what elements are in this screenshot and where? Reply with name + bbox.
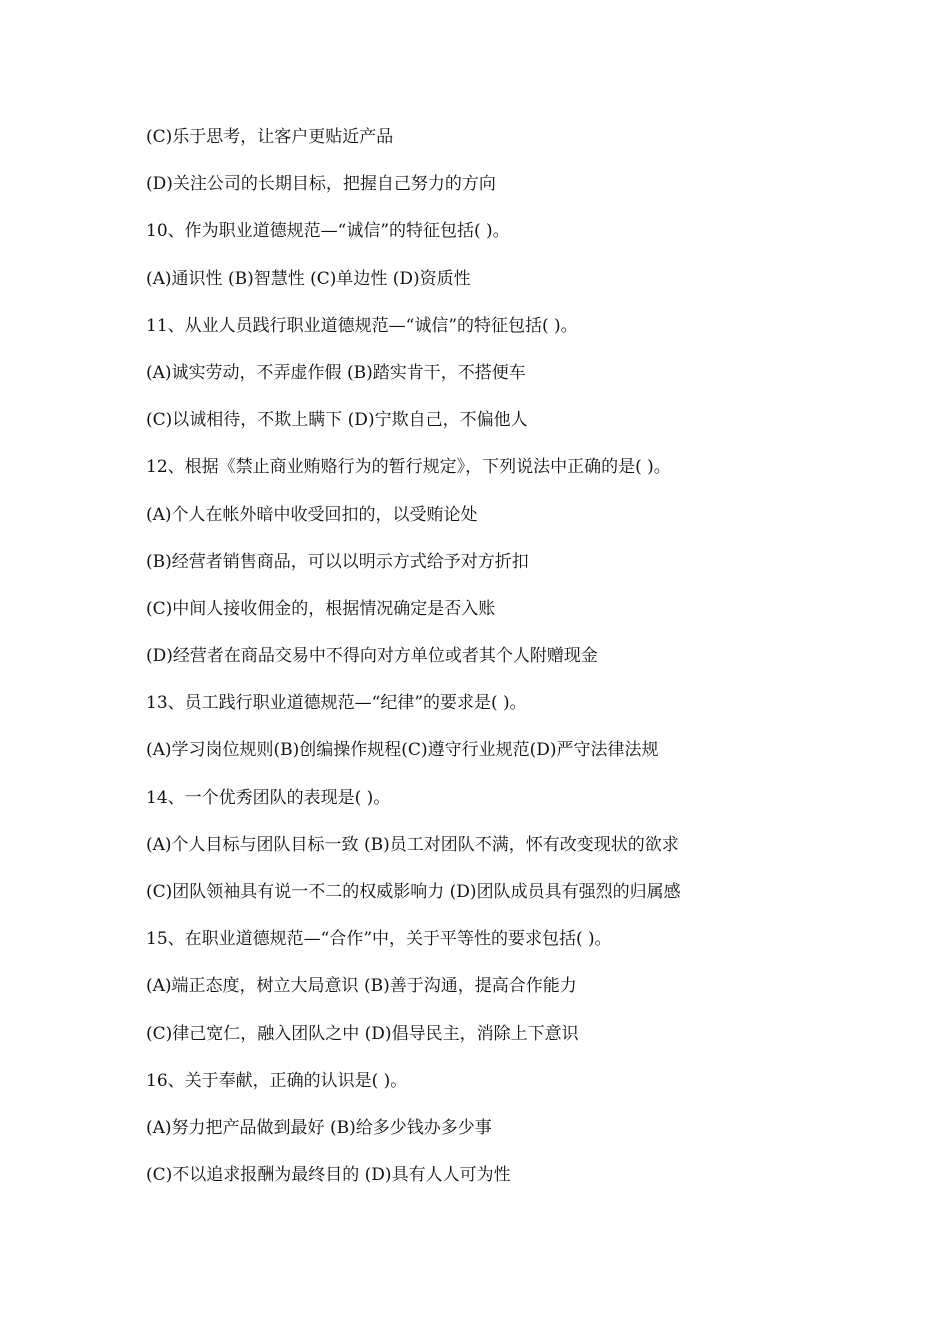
- question-line: 16、关于奉献，正确的认识是( )。: [146, 1070, 408, 1091]
- option-line: (C)律己宽仁，融入团队之中 (D)倡导民主，消除上下意识: [146, 1023, 579, 1044]
- option-line: (C)不以追求报酬为最终目的 (D)具有人人可为性: [146, 1165, 511, 1186]
- option-line: (A)诚实劳动，不弄虚作假 (B)踏实肯干，不搭便车: [146, 362, 526, 383]
- question-line: 12、根据《禁止商业贿赂行为的暂行规定》，下列说法中正确的是( )。: [146, 457, 671, 478]
- option-line: (D)关注公司的长期目标，把握自己努力的方向: [146, 174, 496, 195]
- option-line: (B)经营者销售商品，可以以明示方式给予对方折扣: [146, 551, 529, 572]
- question-line: 13、员工践行职业道德规范—“纪律”的要求是( )。: [146, 693, 527, 714]
- option-line: (C)团队领袖具有说一不二的权威影响力 (D)团队成员具有强烈的归属感: [146, 882, 681, 902]
- question-line: 11、从业人员践行职业道德规范—“诚信”的特征包括( )。: [146, 315, 578, 336]
- question-line: 15、在职业道德规范—“合作”中，关于平等性的要求包括( )。: [146, 929, 612, 950]
- option-line: (C)中间人接收佣金的，根据情况确定是否入账: [146, 598, 496, 619]
- option-line: (A)学习岗位规则(B)创编操作规程(C)遵守行业规范(D)严守法律法规: [146, 740, 659, 761]
- option-line: (D)经营者在商品交易中不得向对方单位或者其个人附赠现金: [146, 646, 598, 667]
- option-line: (A)个人在帐外暗中收受回扣的，以受贿论处: [146, 504, 478, 525]
- option-line: (C)以诚相待，不欺上瞒下 (D)宁欺自己，不偏他人: [146, 410, 528, 431]
- question-text-block: [146, 120, 906, 1205]
- option-line: (A)努力把产品做到最好 (B)给多少钱办多少事: [146, 1117, 492, 1138]
- question-line: 14、一个优秀团队的表现是( )。: [146, 787, 391, 808]
- option-line: (C)乐于思考，让客户更贴近产品: [146, 127, 394, 147]
- option-line: (A)通识性 (B)智慧性 (C)单边性 (D)资质性: [146, 268, 471, 289]
- option-line: (A)个人目标与团队目标一致 (B)员工对团队不满，怀有改变现状的欲求: [146, 834, 679, 855]
- option-line: (A)端正态度，树立大局意识 (B)善于沟通，提高合作能力: [146, 976, 577, 997]
- question-line: 10、作为职业道德规范—“诚信”的特征包括( )。: [146, 221, 510, 242]
